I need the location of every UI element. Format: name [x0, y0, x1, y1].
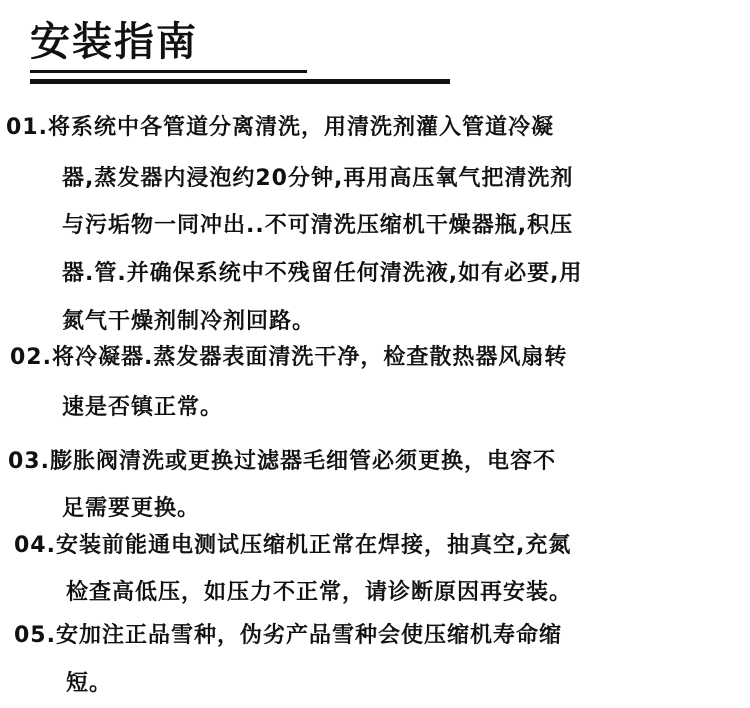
- instruction-02-line-1: 02.将冷凝器.蒸发器表面清洗干净，检查散热器风扇转: [10, 345, 568, 370]
- instruction-04-line-1: 04.安装前能通电测试压缩机正常在焊接，抽真空,充氮: [14, 533, 572, 558]
- instruction-03-line-1: 03.膨胀阀清洗或更换过滤器毛细管必须更换，电容不: [8, 449, 556, 474]
- instruction-01-line-4: 器.管.并确保系统中不残留任何清洗液,如有必要,用: [62, 261, 583, 286]
- instruction-04-line-2: 检查高低压，如压力不正常，请诊断原因再安装。: [66, 580, 573, 605]
- page-title: 安装指南: [30, 19, 198, 65]
- instruction-05-line-1: 05.安加注正品雪种，伪劣产品雪种会使压缩机寿命缩: [14, 623, 562, 648]
- instruction-01-line-2: 器,蒸发器内浸泡约20分钟,再用高压氧气把清洗剂: [62, 166, 574, 191]
- instruction-05-line-2: 短。: [66, 671, 113, 696]
- instruction-01-line-5: 氮气干燥剂制冷剂回路。: [62, 309, 316, 334]
- instruction-01-line-1: 01.将系统中各管道分离清洗，用清洗剂灌入管道冷凝: [6, 115, 554, 140]
- instruction-01-line-3: 与污垢物一同冲出..不可清洗压缩机干燥器瓶,积压: [62, 213, 574, 238]
- instruction-03-line-2: 足需要更换。: [62, 496, 201, 521]
- title-underline-thin: [30, 70, 307, 73]
- instruction-02-line-2: 速是否镇正常。: [62, 395, 224, 420]
- title-underline-thick: [30, 79, 450, 84]
